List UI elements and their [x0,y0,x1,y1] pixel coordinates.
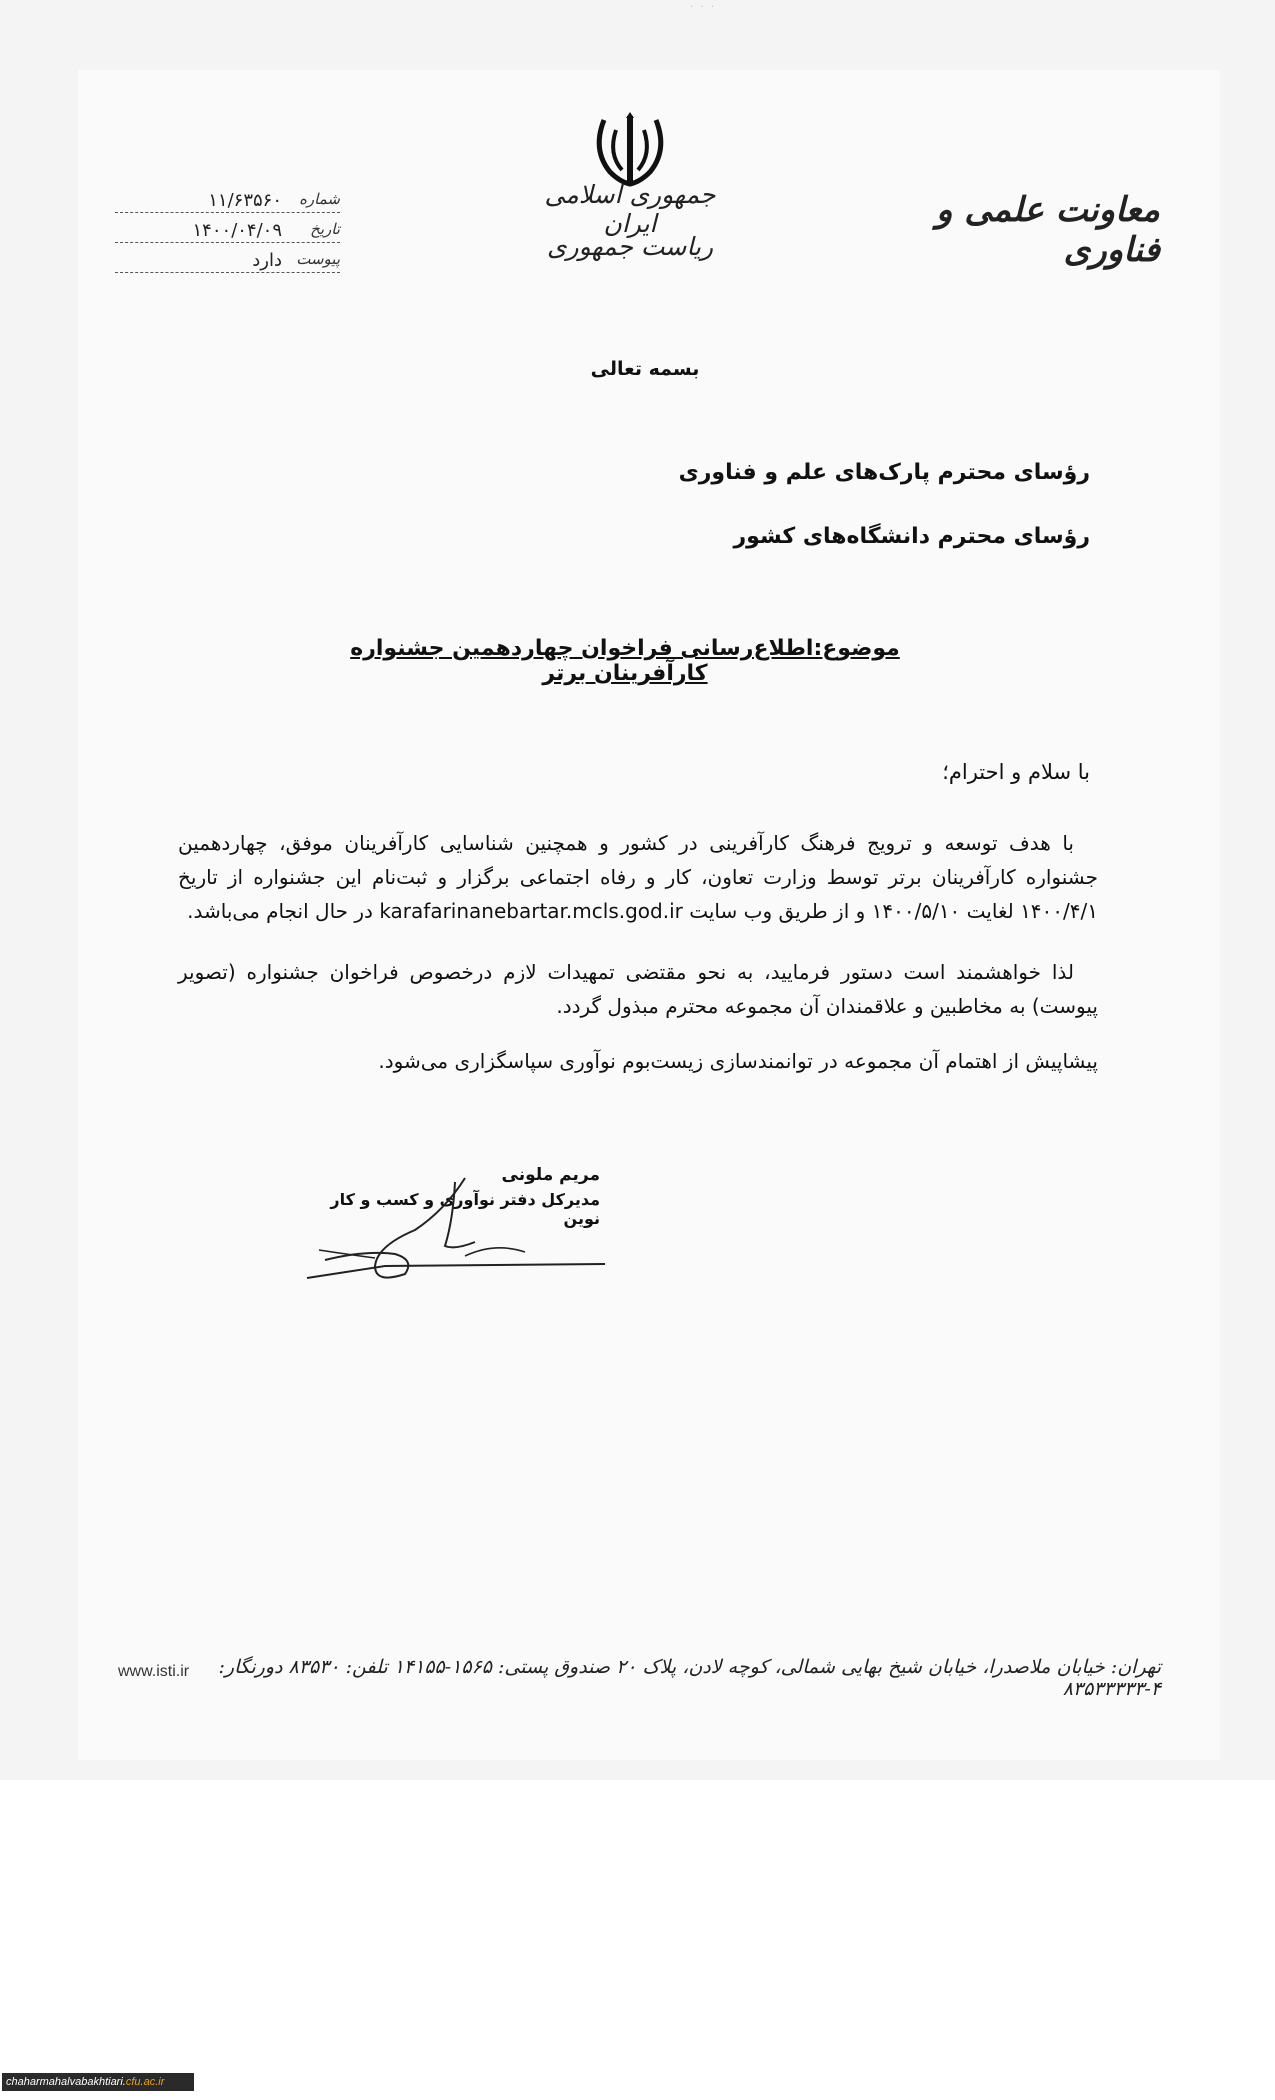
letter-subject: موضوع:اطلاع‌رسانی فراخوان چهاردهمین جشنواره کارآفرینان برتر [350,636,900,686]
presidency-name: ریاست جمهوری [546,232,714,261]
recipient-universities: رؤسای محترم دانشگاه‌های کشور [733,524,1090,549]
ref-attachment-value: دارد [252,250,282,271]
ref-attachment-label: پیوست [296,250,340,268]
body-paragraph-2: لذا خواهشمند است دستور فرمایید، به نحو مقتضی تمهیدات لازم درخصوص فراخوان جشنواره (تصویر پیوست) به مخاطبین و علاقمندان آن مجموعه محترم مبذول گردد. [178,960,1098,1018]
watermark-prefix: chaharmahalvabakhtiari. [6,2076,126,2088]
bismillah: بسمه تعالی [590,358,700,380]
ref-attachment-row [115,250,340,273]
greeting: با سلام و احترام؛ [942,760,1090,784]
signer-name: مریم ملونی [501,1165,600,1185]
recipient-parks: رؤسای محترم پارک‌های علم و فناوری [678,460,1090,485]
ref-date-value: ۱۴۰۰/۰۴/۰۹ [192,220,282,241]
ref-number-label: شماره [299,190,340,208]
country-name: جمهوری اسلامی ایران [544,180,716,238]
scan-mark: · · · [690,2,716,13]
watermark-highlight: cfu.ac.ir [125,2076,165,2088]
footer-website: www.isti.ir [118,1663,190,1680]
ref-number-value: ۱۱/۶۳۵۶۰ [208,190,282,211]
office-name: معاونت علمی و فناوری [936,190,1160,270]
handwritten-signature [305,1150,625,1290]
signer-title: مدیرکل دفتر نوآوری و کسب و کار نوین [330,1190,600,1228]
footer-address: تهران: خیابان ملاصدرا، خیابان شیخ بهایی شمالی، کوچه لادن، پلاک ۲۰ صندوق پستی: ۱۵۶۵-۱۴۱۵۵ تلفن: ۸۳۵۳۰ دورنگار: ۴-۸۳۵۳۳۳۳۳ [218,1656,1161,1700]
site-watermark [2,2073,194,2091]
emblem-icon [590,110,670,188]
ref-date-label: تاریخ [310,220,340,238]
body-paragraph-1: با هدف توسعه و ترویج فرهنگ کارآفرینی در کشور و همچنین شناسایی کارآفرینان موفق، چهاردهمین جشنواره کارآفرینان برتر توسط وزارت تعاون، کار و رفاه اجتماعی برگزار و ثبت‌نام این جشنواره از تاریخ ۱۴۰۰/۴/۱ لغایت ۱۴۰۰/۵/۱۰ و از طریق وب سایت karafarinanebartar.mcls.god.ir در حال انجام می‌باشد. [178,831,1098,923]
body-paragraph-3: پیشاپیش از اهتمام آن مجموعه در توانمندسازی زیست‌بوم نوآوری سپاسگزاری می‌شود. [378,1049,1098,1073]
ref-number-row [115,190,340,213]
ref-date-row [115,220,340,243]
